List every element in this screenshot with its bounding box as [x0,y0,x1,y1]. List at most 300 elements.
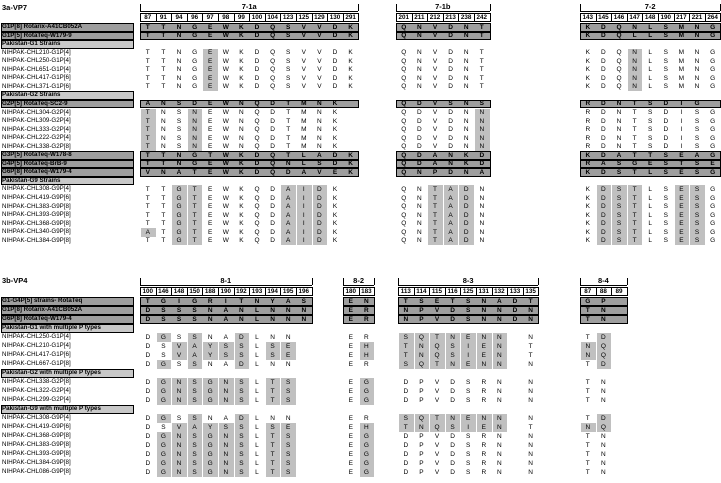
residue-cell: Y [208,342,213,350]
residue-cell: K [332,109,338,116]
residue-cell: M [678,23,685,31]
residue-cell: N [497,333,502,341]
residue-cell: S [176,306,182,314]
residue-cell: R [364,306,369,314]
residue-cell: P [419,315,424,323]
residue-cell: S [176,117,182,125]
residue-cell: E [348,396,353,404]
residue-cell: E [208,66,213,74]
residue-cell: S [239,450,244,458]
residue-cell: Q [254,117,260,125]
residue-cell: N [176,459,182,467]
residue-cell: A [286,211,291,219]
residue-cell: D [145,315,151,323]
residue-cell: N [616,143,622,151]
residue-cell: S [663,203,668,211]
residue-cell: M [678,66,685,74]
residue-cell: N [417,237,422,245]
residue-cell: N [601,450,606,458]
residue-cell: E [348,441,353,449]
residue-cell: K [348,74,353,82]
residue-cell: D [145,441,151,449]
strain-label: NIHPAK-CHL651-G1P[4] [2,65,71,73]
residue-cell: N [176,468,182,476]
residue-cell: P [419,306,424,314]
residue-cell: D [317,194,322,202]
residue-cell: T [528,351,533,359]
column-divider [234,13,235,22]
residue-cell: G [585,297,591,305]
residue-cell: E [348,333,353,341]
region-tick-left [343,278,344,285]
residue-cell: M [301,126,307,134]
residue-cell: N [176,57,182,65]
residue-cell: R [481,432,487,440]
column-divider [523,287,524,296]
residue-cell: S [663,151,668,159]
residue-cell: S [663,32,668,40]
residue-cell: A [192,351,197,359]
residue-cell: N [479,126,485,134]
column-position: 131 [478,288,490,295]
residue-cell: N [479,143,485,151]
residue-cell: N [417,211,422,219]
residue-cell: S [286,450,291,458]
residue-cell: N [463,83,469,91]
residue-cell: S [663,23,668,31]
residue-cell: K [332,228,338,236]
residue-cell: E [208,74,213,82]
residue-cell: G [207,378,213,386]
residue-cell: E [208,143,213,151]
residue-cell: V [301,57,306,65]
residue-cell: L [255,450,259,458]
residue-cell: K [239,74,244,82]
column-divider [596,13,597,22]
residue-cell: N [528,441,533,449]
residue-cell: T [161,160,166,168]
residue-cell: T [270,459,275,467]
residue-cell: E [208,23,213,31]
region-underline [343,285,374,286]
residue-cell: N [285,315,291,323]
residue-cell: S [301,297,306,305]
residue-cell: D [601,74,606,82]
residue-cell: D [332,74,338,82]
residue-cell: S [694,237,700,245]
residue-cell: D [270,126,275,134]
column-divider [429,287,430,296]
residue-cell: E [348,423,353,431]
reference-strain-label: G1-G4P[5] strains- RotaTeq [2,297,83,304]
residue-cell: N [479,211,485,219]
residue-cell: D [145,306,151,314]
column-divider [627,13,628,22]
region-underline [140,11,358,12]
residue-cell: S [192,378,197,386]
residue-cell: N [317,117,322,125]
residue-cell: T [192,194,197,202]
residue-cell: S [694,160,700,168]
residue-cell: Q [270,49,276,57]
residue-cell: I [302,220,305,228]
region-tick-right [627,278,628,285]
residue-cell: D [663,126,669,134]
residue-cell: D [270,185,275,193]
residue-cell: S [663,74,668,82]
residue-cell: Q [401,237,407,245]
residue-cell: I [680,143,683,151]
residue-cell: G [710,185,716,193]
residue-cell: D [145,360,151,368]
column-position: 100 [251,14,263,21]
residue-cell: N [176,387,182,395]
residue-cell: G [176,194,182,202]
residue-cell: L [254,315,259,323]
residue-cell: D [270,228,275,236]
column-position: 213 [445,14,456,21]
strain-label: NIHPAK-CHL368-G9P[8] [2,219,71,227]
column-position: 125 [298,14,310,21]
residue-cell: N [403,306,409,314]
residue-cell: Q [401,185,407,193]
residue-cell: S [616,211,622,219]
residue-cell: G [192,23,198,31]
residue-cell: S [286,49,291,57]
residue-cell: T [161,228,166,236]
residue-cell: W [222,168,229,176]
residue-cell: N [419,342,424,350]
residue-cell: T [585,414,590,422]
residue-cell: N [632,23,637,31]
residue-cell: Q [600,342,606,350]
residue-cell: L [255,414,259,422]
residue-cell: A [448,203,453,211]
residue-cell: N [176,49,182,57]
residue-cell: W [222,211,229,219]
residue-cell: S [450,342,455,350]
residue-cell: G [160,333,166,341]
residue-cell: A [145,100,151,108]
residue-cell: M [301,109,307,116]
residue-cell: D [463,220,469,228]
residue-cell: N [481,414,487,422]
residue-cell: Q [616,83,622,91]
residue-cell: Q [401,194,407,202]
region-tick-left [140,278,141,285]
residue-cell: G [160,441,166,449]
residue-cell: N [417,83,422,91]
residue-cell: E [348,315,353,323]
residue-cell: N [497,414,502,422]
residue-cell: N [270,333,275,341]
residue-cell: S [694,228,700,236]
residue-cell: Q [616,66,622,74]
residue-cell: V [434,387,440,395]
residue-cell: N [176,160,182,168]
residue-cell: Q [401,32,407,40]
column-divider [476,287,477,296]
residue-cell: D [254,74,260,82]
residue-cell: D [512,297,518,305]
residue-cell: D [601,57,606,65]
residue-cell: N [632,83,637,91]
residue-cell: T [192,168,197,176]
residue-cell: V [317,23,322,31]
residue-cell: S [192,360,197,368]
residue-cell: V [301,83,306,91]
column-position: 180 [345,288,357,295]
residue-cell: T [145,74,150,82]
residue-cell: E [348,342,353,350]
residue-cell: Q [254,126,260,134]
residue-cell: D [601,134,606,142]
residue-cell: L [648,74,652,82]
residue-cell: G [160,450,166,458]
group-label: Pakistan-G2 with multiple P types [2,369,101,376]
residue-cell: A [286,185,291,193]
residue-cell: P [419,378,424,386]
residue-cell: G [176,203,182,211]
residue-cell: D [448,143,453,151]
residue-cell: P [419,441,424,449]
residue-cell: G [160,432,166,440]
residue-cell: N [223,387,229,395]
residue-cell: G [710,57,716,65]
residue-cell: Q [401,228,407,236]
column-position: 194 [267,288,278,295]
residue-cell: D [403,387,409,395]
residue-cell: S [192,333,197,341]
residue-cell: W [222,100,229,108]
residue-cell: V [176,423,182,431]
residue-cell: G [710,220,716,228]
residue-cell: N [463,100,469,108]
residue-cell: L [648,57,652,65]
column-position: 193 [251,288,263,295]
residue-cell: D [254,83,260,91]
residue-cell: N [463,57,469,65]
residue-cell: K [239,23,244,31]
residue-cell: S [270,342,275,350]
residue-cell: S [270,351,275,359]
residue-cell: D [601,237,606,245]
residue-cell: T [632,134,637,142]
residue-cell: N [479,203,485,211]
residue-cell: N [497,315,502,323]
residue-cell: T [632,109,637,116]
residue-cell: A [448,220,453,228]
residue-cell: L [301,160,306,168]
residue-cell: T [161,185,166,193]
strain-label: NIHPAK-CHL384-G9P[8] [2,236,71,244]
residue-cell: K [239,237,244,245]
residue-cell: S [161,306,166,314]
residue-cell: E [679,168,684,176]
residue-cell: K [348,168,353,176]
residue-cell: Q [401,109,407,116]
column-divider [427,13,428,22]
residue-cell: S [223,342,228,350]
column-divider [474,13,475,22]
residue-cell: G [710,151,716,159]
residue-cell: Q [401,168,407,176]
residue-cell: D [285,168,291,176]
residue-cell: D [270,211,275,219]
residue-cell: D [450,387,455,395]
column-divider [359,287,360,296]
residue-cell: G [176,220,182,228]
residue-cell: D [317,203,322,211]
residue-cell: K [332,211,338,219]
residue-cell: T [161,194,166,202]
residue-cell: Q [600,423,606,431]
residue-cell: N [632,57,637,65]
residue-cell: A [448,194,453,202]
residue-cell: N [285,360,291,368]
residue-cell: K [585,83,590,91]
residue-cell: V [434,396,440,404]
residue-cell: N [601,315,606,323]
residue-cell: S [466,306,471,314]
residue-cell: G [160,459,166,467]
residue-cell: W [222,117,229,125]
residue-cell: Y [208,351,213,359]
residue-cell: D [448,126,453,134]
residue-cell: Q [434,342,440,350]
residue-cell: M [678,57,685,65]
residue-cell: E [434,297,440,305]
residue-cell: D [332,151,338,159]
column-position: 94 [175,14,183,21]
residue-cell: N [176,432,182,440]
region-tick-left [580,278,581,285]
residue-cell: Q [401,83,407,91]
residue-cell: N [207,306,213,314]
residue-cell: L [648,228,652,236]
residue-cell: N [463,143,469,151]
residue-cell: Y [208,423,213,431]
residue-cell: G [710,211,716,219]
residue-cell: Q [254,237,260,245]
residue-cell: T [286,151,291,159]
residue-cell: N [223,432,229,440]
reference-strain-label: G3P[5] RotaTeq-W178-8 [2,151,72,159]
residue-cell: L [255,423,259,431]
residue-cell: T [145,134,150,142]
column-position: 87 [144,14,152,21]
residue-cell: G [192,160,198,168]
residue-cell: S [239,396,244,404]
residue-cell: T [632,220,637,228]
residue-cell: W [222,220,229,228]
residue-cell: D [450,468,455,476]
residue-cell: N [176,396,182,404]
residue-cell: N [479,185,485,193]
residue-cell: G [160,378,166,386]
residue-cell: G [192,83,198,91]
residue-cell: D [601,100,606,108]
residue-cell: R [585,160,591,168]
residue-cell: I [302,237,305,245]
residue-cell: N [497,468,502,476]
residue-cell: K [585,151,591,159]
residue-cell: D [417,117,422,125]
residue-cell: S [648,117,653,125]
region-tick-right [490,4,491,11]
residue-cell: G [710,228,716,236]
region-underline [140,285,312,286]
residue-cell: G [363,396,369,404]
residue-cell: G [363,432,369,440]
residue-cell: G [207,459,213,467]
residue-cell: S [239,351,244,359]
residue-cell: S [286,432,291,440]
residue-cell: S [419,297,424,305]
residue-cell: T [632,203,637,211]
residue-cell: S [648,100,653,108]
residue-cell: K [239,151,244,159]
residue-cell: S [448,100,453,108]
residue-cell: D [317,228,322,236]
residue-cell: G [363,450,369,458]
residue-cell: S [466,450,471,458]
residue-cell: S [176,143,182,151]
residue-cell: V [434,441,440,449]
column-divider [343,13,344,22]
residue-cell: M [678,74,685,82]
residue-cell: N [419,351,424,359]
residue-cell: T [161,66,166,74]
residue-cell: N [417,185,422,193]
region-underline [580,285,627,286]
residue-cell: S [663,160,668,168]
residue-cell: V [317,57,322,65]
region-title: 7-1a [241,2,257,11]
residue-cell: T [145,117,150,125]
column-divider [249,13,250,22]
residue-cell: E [208,134,213,142]
residue-cell: V [432,23,438,31]
residue-cell: G [207,432,213,440]
residue-cell: S [694,185,700,193]
residue-cell: K [585,66,590,74]
residue-cell: E [208,109,213,116]
residue-cell: Q [270,57,276,65]
residue-cell: T [648,151,653,159]
residue-cell: Q [401,66,407,74]
strain-label: NIHPAK-CHL333-G2P[4] [2,125,71,133]
residue-cell: D [332,83,338,91]
residue-cell: N [239,109,244,116]
residue-cell: N [161,100,166,108]
residue-cell: D [317,211,322,219]
column-divider [187,287,188,296]
residue-cell: D [450,378,455,386]
column-divider [611,13,612,22]
residue-cell: D [270,143,275,151]
column-divider [280,13,281,22]
residue-cell: E [208,160,213,168]
strain-label: NIHPAK-CHL393-G9P[8] [2,211,71,219]
residue-cell: S [648,109,653,116]
residue-cell: N [497,441,502,449]
residue-cell: V [317,66,322,74]
residue-cell: N [270,360,275,368]
residue-cell: T [632,151,637,159]
region-tick-right [374,278,375,285]
residue-cell: Q [401,160,407,168]
